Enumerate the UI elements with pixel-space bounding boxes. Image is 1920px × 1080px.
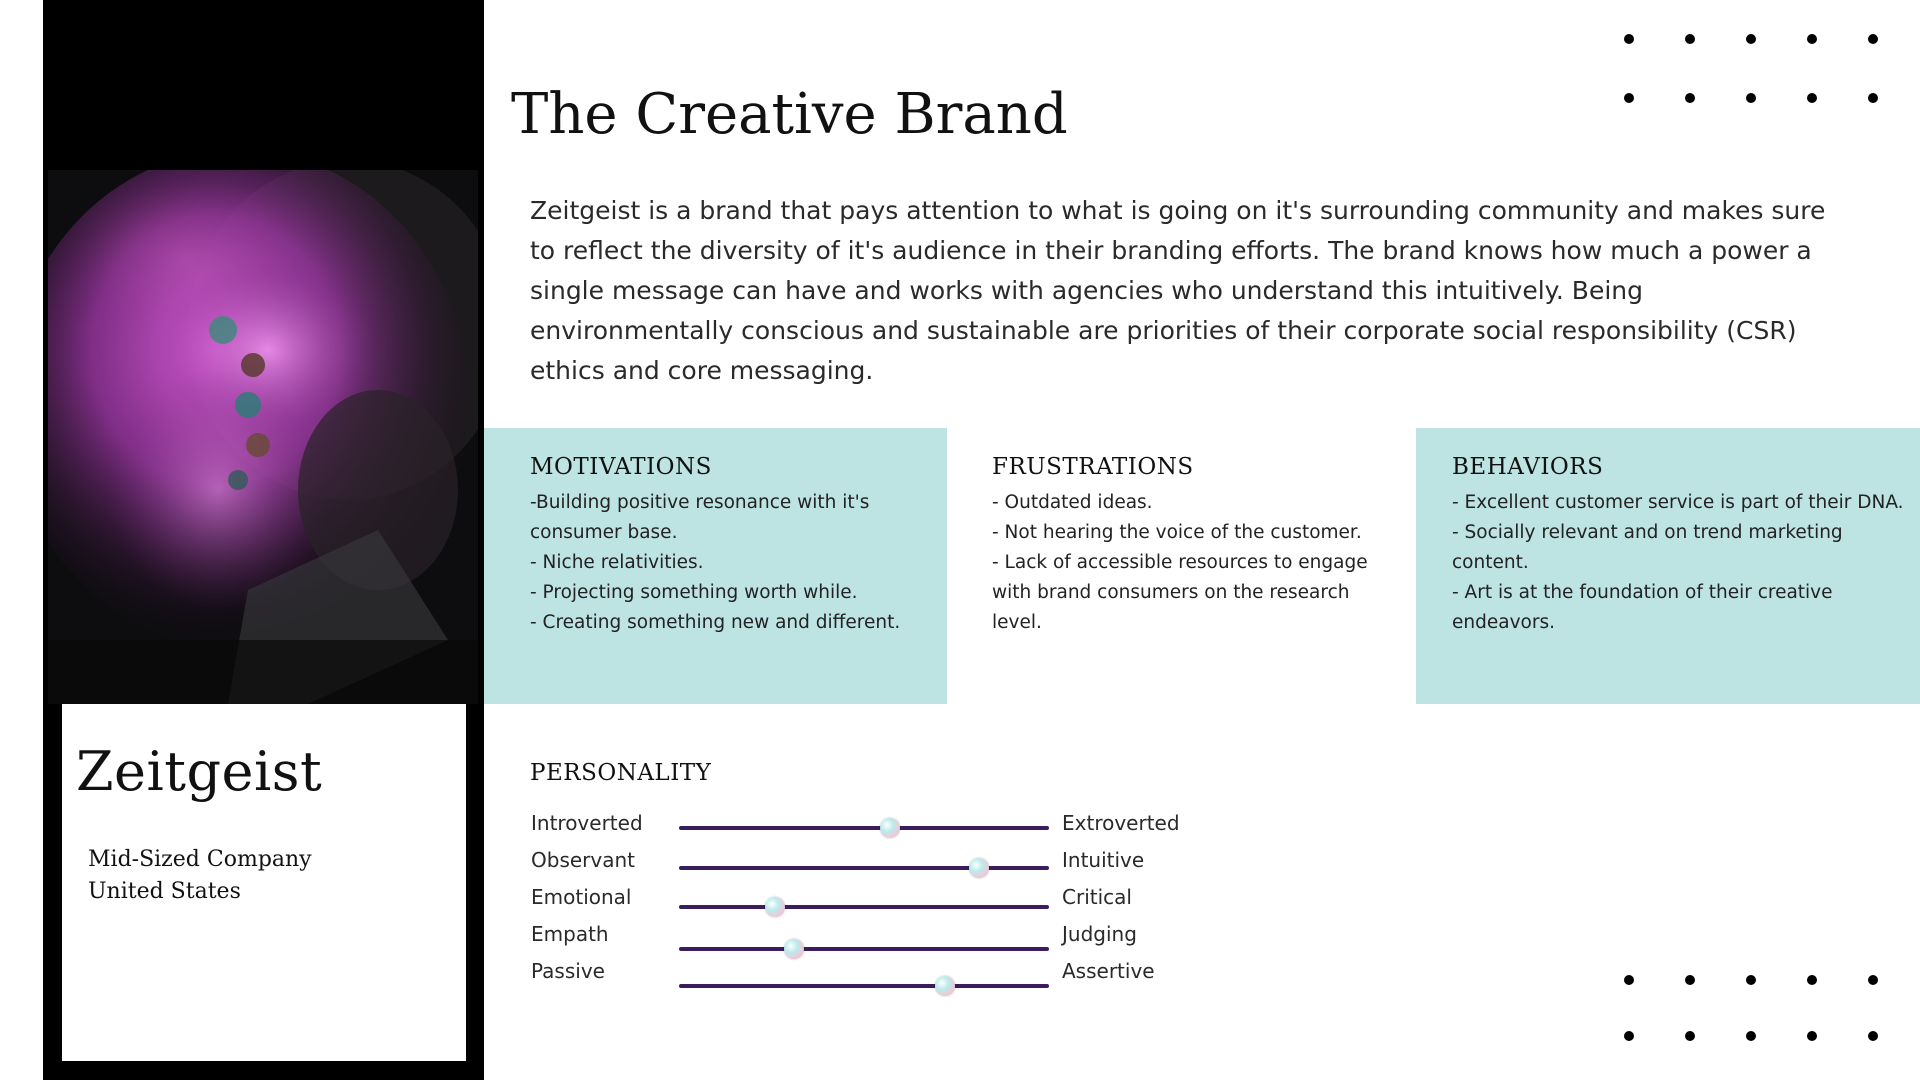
trait-left-label: Empath xyxy=(531,922,609,946)
dot xyxy=(1807,93,1817,103)
dot xyxy=(1624,34,1634,44)
trait-left-label: Introverted xyxy=(531,811,643,835)
dot xyxy=(1746,34,1756,44)
dot xyxy=(1624,1031,1634,1041)
list-item: - Projecting something worth while. xyxy=(530,582,858,603)
frustrations-list xyxy=(992,488,1386,638)
brand-identity-card xyxy=(62,704,466,1061)
trait-slider-knob[interactable] xyxy=(969,858,989,878)
trait-right-label: Judging xyxy=(1062,922,1137,946)
behaviors-list xyxy=(1452,488,1910,638)
dot xyxy=(1685,34,1695,44)
trait-slider-knob[interactable] xyxy=(935,976,955,996)
list-item: -Building positive resonance with it's consumer base. xyxy=(530,492,870,543)
behaviors-heading: BEHAVIORS xyxy=(1452,454,1604,480)
dot xyxy=(1746,93,1756,103)
trait-left-label: Passive xyxy=(531,959,605,983)
trait-slider-knob[interactable] xyxy=(765,897,785,917)
trait-slider-track xyxy=(679,984,1049,988)
list-item: - Not hearing the voice of the customer. xyxy=(992,522,1362,543)
trait-slider-track xyxy=(679,905,1049,909)
purple-powder-hand-image xyxy=(48,170,478,704)
trait-slider-track xyxy=(679,826,1049,830)
trait-right-label: Intuitive xyxy=(1062,848,1145,872)
dot xyxy=(1746,1031,1756,1041)
dot xyxy=(1868,975,1878,985)
dot xyxy=(1807,975,1817,985)
dot xyxy=(1746,975,1756,985)
company-location: United States xyxy=(88,879,241,904)
trait-right-label: Extroverted xyxy=(1062,811,1180,835)
frustrations-panel xyxy=(947,428,1416,704)
motivations-heading: MOTIVATIONS xyxy=(530,454,712,480)
personality-heading: PERSONALITY xyxy=(530,760,712,786)
dot xyxy=(1868,1031,1878,1041)
trait-slider-track xyxy=(679,947,1049,951)
list-item: - Excellent customer service is part of their DNA. xyxy=(1452,492,1904,513)
trait-left-label: Emotional xyxy=(531,885,632,909)
page-title: The Creative Brand xyxy=(511,82,1068,147)
trait-right-label: Assertive xyxy=(1062,959,1155,983)
company-info xyxy=(88,844,312,908)
dot xyxy=(1685,93,1695,103)
company-size: Mid-Sized Company xyxy=(88,847,312,872)
list-item: - Lack of accessible resources to engage with brand consumers on the research level. xyxy=(992,552,1368,633)
frustrations-heading: FRUSTRATIONS xyxy=(992,454,1194,480)
dot xyxy=(1807,1031,1817,1041)
dot xyxy=(1868,34,1878,44)
brand-photo xyxy=(48,170,478,704)
brand-name: Zeitgeist xyxy=(76,740,323,803)
motivations-list xyxy=(530,488,923,638)
trait-left-label: Observant xyxy=(531,848,635,872)
trait-slider-track xyxy=(679,866,1049,870)
dot xyxy=(1868,93,1878,103)
list-item: - Socially relevant and on trend marketing content. xyxy=(1452,522,1843,573)
decorative-dot-grid-top xyxy=(1624,34,1884,104)
list-item: - Art is at the foundation of their creative endeavors. xyxy=(1452,582,1833,633)
trait-right-label: Critical xyxy=(1062,885,1132,909)
dot xyxy=(1685,1031,1695,1041)
dot xyxy=(1685,975,1695,985)
intro-paragraph: Zeitgeist is a brand that pays attention to what is going on it's surrounding community and makes sure to reflect the diversity of it's audience in their branding efforts. The brand knows how much a power a single message can have and works with agencies who understand this intuitively. Being environmentally conscious and sustainable are priorities of their corporate social responsibility (CSR) ethics and core messaging. xyxy=(530,196,1826,385)
dot xyxy=(1624,975,1634,985)
behaviors-panel xyxy=(1416,428,1920,704)
dot xyxy=(1624,93,1634,103)
dot xyxy=(1807,34,1817,44)
list-item: - Niche relativities. xyxy=(530,552,704,573)
list-item: - Creating something new and different. xyxy=(530,612,901,633)
list-item: - Outdated ideas. xyxy=(992,492,1153,513)
trait-slider-knob[interactable] xyxy=(784,939,804,959)
trait-slider-knob[interactable] xyxy=(880,818,900,838)
decorative-dot-grid-bottom xyxy=(1624,975,1884,1045)
motivations-panel xyxy=(484,428,947,704)
